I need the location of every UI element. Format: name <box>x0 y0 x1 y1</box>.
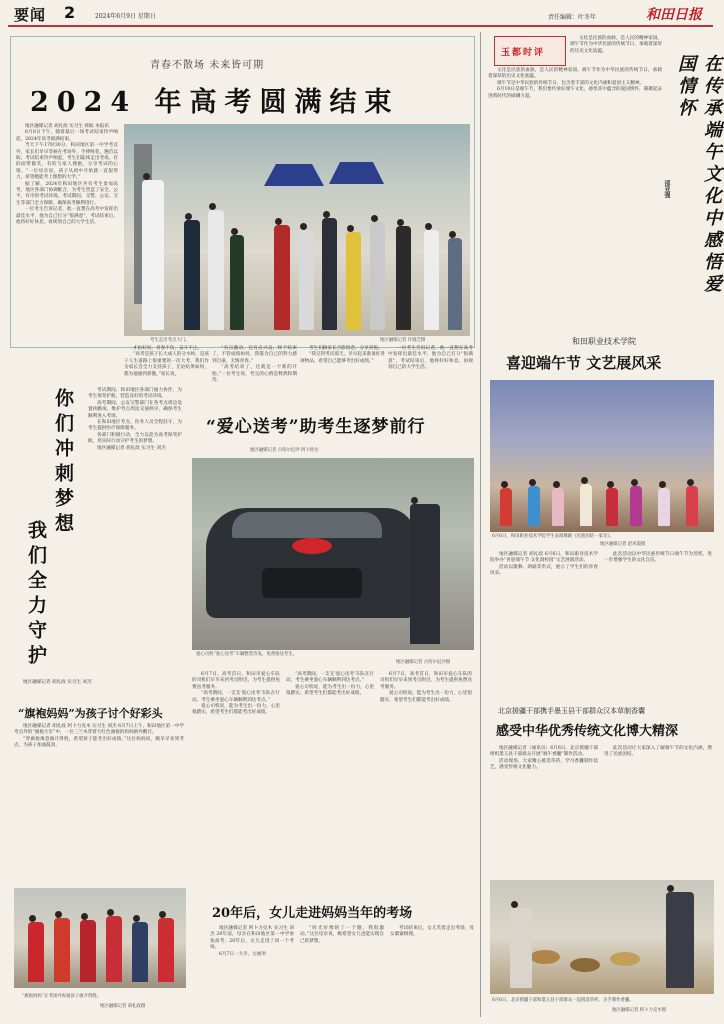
festival-body-col2 <box>604 552 712 670</box>
herb-bowl <box>570 958 600 972</box>
student-figure <box>322 218 337 330</box>
qipao-credit: 地区融媒记者 胡礼政摄 <box>100 1004 146 1009</box>
lead-para: 6月8日下午，随着最后一场考试结束铃声响起，2024年高考圆满结束。 <box>16 130 118 142</box>
left-title-line-1: 你们冲刺梦想 <box>52 388 74 538</box>
love-para: 爱心司机说，能为考生出一份力，心里很踏实，希望考生们都能考出好成绩。 <box>380 691 472 703</box>
worker-figure <box>510 908 532 988</box>
festival-body-col1 <box>490 552 598 670</box>
lead-photo-caption: 考生走出考点大门。 <box>150 338 190 343</box>
column-divider <box>480 32 481 1017</box>
twenty-body-col3 <box>390 926 474 1018</box>
love-para: 爱心司机说，能为考生出一份力，心里很踏实，希望考生们都能考出好成绩。 <box>192 704 280 716</box>
love-para: 6月7日，高考首日，和田市爱心车队的司机们早早来到考点附近，为考生提供免费送考服务。 <box>380 672 472 690</box>
lead-byline: 地区融媒记者 胡礼政 实习生 韩航 本报讯 <box>25 124 109 129</box>
editor-credit: 责任编辑：叶冬年 <box>548 14 597 21</box>
love-para: 6月7日，高考首日，和田市爱心车队的司机们早早来到考点附近，为考生提供免费送考服务。 <box>192 672 280 690</box>
festival-photo <box>490 380 714 532</box>
left-title-line-2: 我们全力守护 <box>25 520 47 670</box>
love-byline: 地区融媒记者 古哈尔尼沙 阿卜杜拉 <box>250 448 319 453</box>
festival-para: 地区融媒记者 胡礼政 6月6日，和田职业技术学院举办“喜迎端午节 文化润校园”文艺展演活动。 <box>490 552 598 564</box>
festival-caption: 6月6日，和田职业技术学院学生表演舞蹈《民族团结一家亲》。 <box>492 534 614 539</box>
love-caption: 爱心司机“爱心送考”车辆整装待发，免费接送考生。 <box>196 652 298 657</box>
beijing-credit: 地区融媒记者 阿卜力克木摄 <box>612 1008 667 1013</box>
qipao-para: 地区融媒记者 胡礼政 阿卜力克木 实习生 刘杰 6月7日上午，和田地区第一中学考点外的“旗袍大军”中，一位三兰木穿着大红色旗袍的妈妈格外醒目。 <box>14 724 184 736</box>
qipao-title: “旗袍妈妈”为孩子讨个好彩头 <box>18 707 163 720</box>
qipao-photo <box>14 888 186 988</box>
love-body-col1 <box>192 672 280 872</box>
section-name: 要闻 <box>14 6 47 24</box>
mom-figure <box>80 920 96 982</box>
commentary-para: 6月10日是端午节，我们要传承好端午文化，感悟其中蕴含的爱国情怀，凝聚起奋进新时代的磅礴力量。 <box>488 87 662 99</box>
car-windshield <box>232 512 382 538</box>
lead-para: “高考结束了，这就是一个新的开始。”一位考生说，考完的心情是释然和期待。 <box>212 365 297 384</box>
beijing-title: 感受中华优秀传统文化博大精深 <box>496 724 679 739</box>
lead-body-col5 <box>388 346 473 380</box>
lead-para: 才拍好说，青春不负，奋斗不止。 <box>133 346 202 351</box>
left-article-body-2 <box>14 680 182 698</box>
love-body-col3 <box>380 672 472 872</box>
beijing-caption: 6月6日，北京援疆干部和墨玉县干部群众一起挑选草药，亲手制作香囊。 <box>492 998 634 1003</box>
worker-figure <box>666 892 694 988</box>
dancer-figure <box>686 486 698 526</box>
commentary-body-top <box>570 36 662 64</box>
student-figure <box>274 225 290 330</box>
lead-kicker: 青春不散场 未来皆可期 <box>150 60 265 71</box>
love-photo <box>192 458 474 650</box>
lead-photo-credit: 地区融媒记者 许晓芝摄 <box>380 338 426 343</box>
twenty-body-col2 <box>300 926 384 1018</box>
twenty-para: 地区融媒记者 阿卜力克木 实习生 刘杰 20年前，母亲在和田地区第一中学参加高考；20年后，女儿走进了同一个考场。 <box>210 926 294 951</box>
commentary-body <box>488 68 662 312</box>
festival-credit: 地区融媒记者 赵凤霞摄 <box>600 542 646 547</box>
beijing-para: 此次活动让大家深入了解端午节的文化内涵，增进了民族团结。 <box>604 746 712 758</box>
beijing-body-col1 <box>490 746 598 876</box>
commentary-para: 文化是民族的血脉，是人民的精神家园。端午节作为中华民族的传统节日，承载着深厚的历史文化底蕴。 <box>488 68 662 80</box>
student-figure <box>142 180 164 330</box>
twenty-title: 20年后，女儿走进妈妈当年的考场 <box>212 906 413 921</box>
twenty-body-col1 <box>210 926 294 1018</box>
lead-para: “高考是孩子长大成人的分水岭，是孩子人生道路上很重要的一次大考，我们作为家长会全力支持孩子，无论结果如何，都为他感到骄傲。”家长说。 <box>124 352 209 377</box>
qipao-caption: “旗袍妈妈”在考场外祝福孩子旗开得胜。 <box>22 994 102 999</box>
lead-body-col1 <box>16 124 118 340</box>
beijing-photo <box>490 880 714 994</box>
left-para: 各部门积极行动，全力以赴为高考保驾护航，用实际行动守护考生的梦想。 <box>88 432 182 445</box>
lead-para: “有点激动，还有点兴奋，终于结束了，不管成绩如何，我都为自己的努力感到自豪，无悔青春。” <box>212 346 297 364</box>
festival-para: 此次活动以中华民族传统节日端午节为契机，进一步增强学生的文化自信。 <box>604 552 712 564</box>
love-para: “高考期间，一支支‘爱心送考’车队在行动。考生乘坐爱心车辆顺利到达考点。” <box>192 691 280 703</box>
lead-para: 一位考生告诉记者，他一直想在高考中发挥出最佳水平，他为自己打分“很满意”，考试结束后，他将好好休息，再规划自己的大学生活。 <box>388 346 473 371</box>
love-para: 爱心司机说，能为考生出一份力，心里很踏实，希望考生们都能考出好成绩。 <box>286 684 374 697</box>
festival-org: 和田职业技术学院 <box>572 337 636 346</box>
student-figure <box>299 230 314 330</box>
lead-body-col4 <box>300 346 385 380</box>
lead-para: 考生们跟家长合影留念，分享喜悦。 <box>309 346 383 351</box>
beijing-body-col2 <box>604 746 712 876</box>
dancer-figure <box>580 484 592 526</box>
left-byline: 地区融媒记者 胡礼政 实习生 刘杰 <box>23 680 92 685</box>
red-ribbon <box>292 538 332 554</box>
paper-logo: 和田日报 <box>646 7 702 23</box>
dancer-figure <box>552 488 564 526</box>
twenty-para: “时光好像转了一个圈，我很激动。”这位母亲说，她希望女儿也能实现自己的梦想。 <box>300 926 384 944</box>
commentary-vertical-title: 在传承端午文化中感悟爱国情怀 <box>675 54 722 296</box>
masthead <box>0 0 721 26</box>
dancer-figure <box>658 488 670 526</box>
page-number: 2 <box>64 3 76 22</box>
herb-bowl <box>610 952 640 966</box>
left-para: 在和田地区考点，医务人员全程驻守，为考生提供医疗保障服务。 <box>88 420 182 432</box>
mom-figure <box>106 916 122 982</box>
left-byline: 地区融媒记者 胡礼政 实习生 刘杰 <box>97 445 166 451</box>
dancer-figure <box>500 488 512 526</box>
tent <box>329 162 384 184</box>
left-para: 考试期间，和田地区各部门通力协作，为考生保驾护航，营造良好的考试环境。 <box>88 388 182 400</box>
masthead-rule <box>8 25 713 27</box>
left-article-body <box>88 388 182 688</box>
commentary-author: 邵亚强 <box>663 180 670 198</box>
column-logo <box>494 36 566 66</box>
festival-para: 活动以歌舞、朗诵等形式，展示了学生们的青春风采。 <box>490 564 598 577</box>
lead-para: “我记得考试那天，早早起来准备好各项物品，希望自己能够考出好成绩。” <box>300 352 385 364</box>
left-para: 高考期间，公安交警部门在各考点周边设置执勤岗，维护考点周边交通秩序，确保考生顺利进入考场。 <box>88 400 182 419</box>
love-title: “爱心送考”助考生逐梦前行 <box>206 417 426 437</box>
tent <box>264 164 324 186</box>
beijing-kicker: 北京援疆干部携手墨玉县干部群众汉本草制香囊 <box>498 707 645 715</box>
lead-photo <box>124 124 470 336</box>
lead-title: 2024 年高考圆满结束 <box>30 87 400 118</box>
lead-para: 当天下午17时30分，和田地区第一中学考点外，家长们早早等候在考场外，手捧鲜花，翘首以盼。考试结束铃声响起，考生们陆续走出考场，有的面带微笑，有的与家人拥抱，分享考试的心情。“一位母亲说，孩子从初中开始就一直很努力，希望她能考上理想的大学。” <box>16 143 118 181</box>
student-figure <box>208 210 224 330</box>
dancer-figure <box>606 488 618 526</box>
herb-bowl <box>530 950 560 964</box>
dancer-figure <box>630 486 642 526</box>
lead-body-col2 <box>124 346 209 380</box>
beijing-para: 活动现场，大家精心挑选草药，学习香囊制作技艺，感受传统文化魅力。 <box>490 758 598 771</box>
twenty-para: 6月7日一大早，古丽米 <box>219 951 267 957</box>
student-figure <box>448 238 462 330</box>
issue-date: 2024年6月9日 星期日 <box>95 13 156 20</box>
love-para: “高考期间，一支支‘爱心送考’车队在行动。考生乘坐爱心车辆顺利到达考点。” <box>286 672 374 684</box>
lead-para: 一位考生告诉记者，他一直想在高考中发挥出最佳水平，他为自己打分“很满意”，考试结束后，他将好好休息，再规划自己的大学生活。 <box>16 207 118 226</box>
student-figure <box>424 230 439 330</box>
love-credit: 地区融媒记者 古哈尔尼沙摄 <box>396 660 451 665</box>
mom-figure <box>132 922 148 982</box>
commentary-para: 文化是民族的血脉，是人民的精神家园。端午节作为中华民族的传统节日，承载着深厚的历史文化底蕴。 <box>570 36 662 54</box>
qipao-para: “穿旗袍寓意旗开得胜，希望孩子能考出好成绩。”这位妈妈说，她早早来到考点，为孩子加油鼓劲。 <box>14 736 184 749</box>
dancer-figure <box>528 486 540 526</box>
twenty-para: 考试结束后，女儿笑着走出考场，母女紧紧相拥。 <box>390 926 474 938</box>
mom-figure <box>28 922 44 982</box>
student-figure <box>396 226 411 330</box>
column-name: 玉都时评 <box>501 48 546 58</box>
qipao-body <box>14 724 184 884</box>
beijing-para: 地区融媒记者（通讯员）6月6日，北京援疆干部组织墨玉县干部群众开展“端午香囊”制作活动。 <box>490 746 598 758</box>
lead-body-col3 <box>212 346 297 384</box>
student-figure <box>184 220 200 330</box>
mom-figure <box>158 918 174 982</box>
car-grille <box>262 568 362 598</box>
mom-figure <box>54 918 70 982</box>
driver-figure <box>410 504 440 644</box>
student-figure <box>370 222 385 330</box>
commentary-para: 端午节是中华民族的传统节日，包含着丰富的文化内涵和爱国主义精神。 <box>497 80 645 86</box>
love-body-col2 <box>286 672 374 872</box>
festival-title: 喜迎端午节 文艺展风采 <box>506 354 662 372</box>
student-figure <box>230 235 244 330</box>
lead-para: 据了解，2024年和田地区共有考生参加高考，地区各部门协调配合，为考生营造了安全、公平、有序的考试环境。考试期间，交警、公安、卫生等部门全力保障，确保高考顺利进行。 <box>16 181 118 206</box>
student-figure <box>346 232 361 330</box>
